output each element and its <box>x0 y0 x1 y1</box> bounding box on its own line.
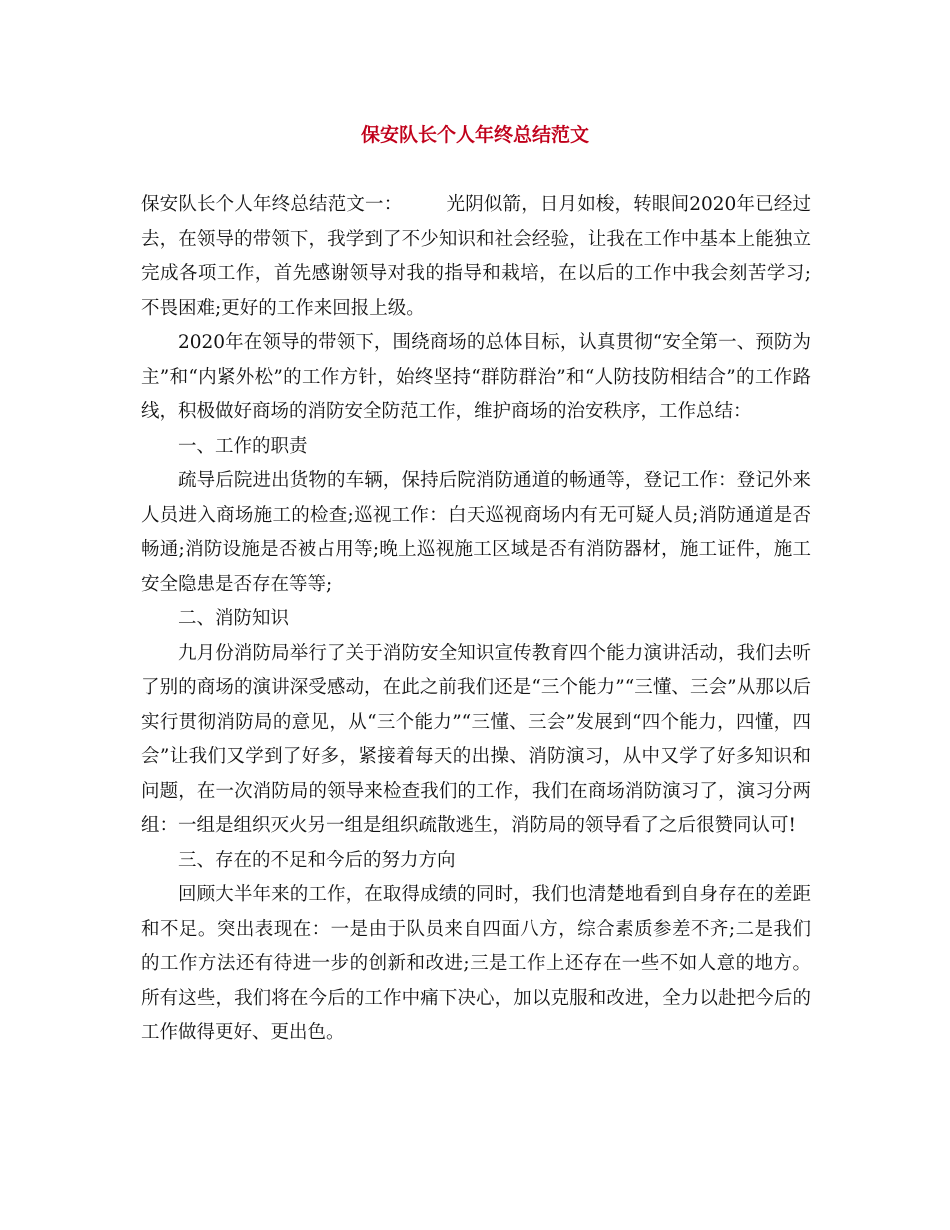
section-2-heading: 二、消防知识 <box>178 608 290 629</box>
intro-text: 光阴似箭，日月如梭，转眼间2020年已经过去，在领导的带领下，我学到了不少知识和社会经验，让我在工作中基本上能独立完成各项工作，首先感谢领导对我的指导和栽培，在以后的工作中我会刻苦学习;不畏困难;更好的工作来回报上级。 <box>141 194 811 319</box>
paragraph-2: 2020年在领导的带领下，围绕商场的总体目标，认真贯彻“安全第一、预防为主”和“内紧外松”的工作方针，始终坚持“群防群治”和“人防技防相结合”的工作路线，积极做好商场的消防安全防范工作，维护商场的治安秩序，工作总结： <box>141 332 811 422</box>
intro-paragraph <box>141 188 811 326</box>
section-2-text: 九月份消防局举行了关于消防安全知识宣传教育四个能力演讲活动，我们去听了别的商场的演讲深受感动，在此之前我们还是“三个能力”“三懂、三会”从那以后实行贯彻消防局的意见，从“三个能力”“三懂、三会”发展到“四个能力，四懂，四会”让我们又学到了好多，紧接着每天的出操、消防演习，从中又学了好多知识和问题，在一次消防局的领导来检查我们的工作，我们在商场消防演习了，演习分两组：一组是组织灭火另一组是组织疏散逃生，消防局的领导看了之后很赞同认可! <box>141 642 811 836</box>
document-title: 保安队长个人年终总结范文 <box>360 124 589 146</box>
document-body <box>141 188 811 1051</box>
section-3-text: 回顾大半年来的工作，在取得成绩的同时，我们也清楚地看到自身存在的差距和不足。突出表现在：一是由于队员来自四面八方，综合素质参差不齐;二是我们的工作方法还有待进一步的创新和改进;三是工作上还存在一些不如人意的地方。所有这些，我们将在今后的工作中痛下决心，加以克服和改进，全力以赴把今后的工作做得更好、更出色。 <box>141 884 811 1043</box>
section-3-heading: 三、存在的不足和今后的努力方向 <box>178 849 456 871</box>
intro-label: 保安队长个人年终总结范文一： <box>141 194 403 215</box>
section-1-text: 疏导后院进出货物的车辆，保持后院消防通道的畅通等，登记工作：登记外来人员进入商场施工的检查;巡视工作：白天巡视商场内有无可疑人员;消防通道是否畅通;消防设施是否被占用等;晚上巡视施工区域是否有消防器材，施工证件，施工安全隐患是否存在等等; <box>141 470 811 595</box>
section-1-heading: 一、工作的职责 <box>178 435 308 457</box>
